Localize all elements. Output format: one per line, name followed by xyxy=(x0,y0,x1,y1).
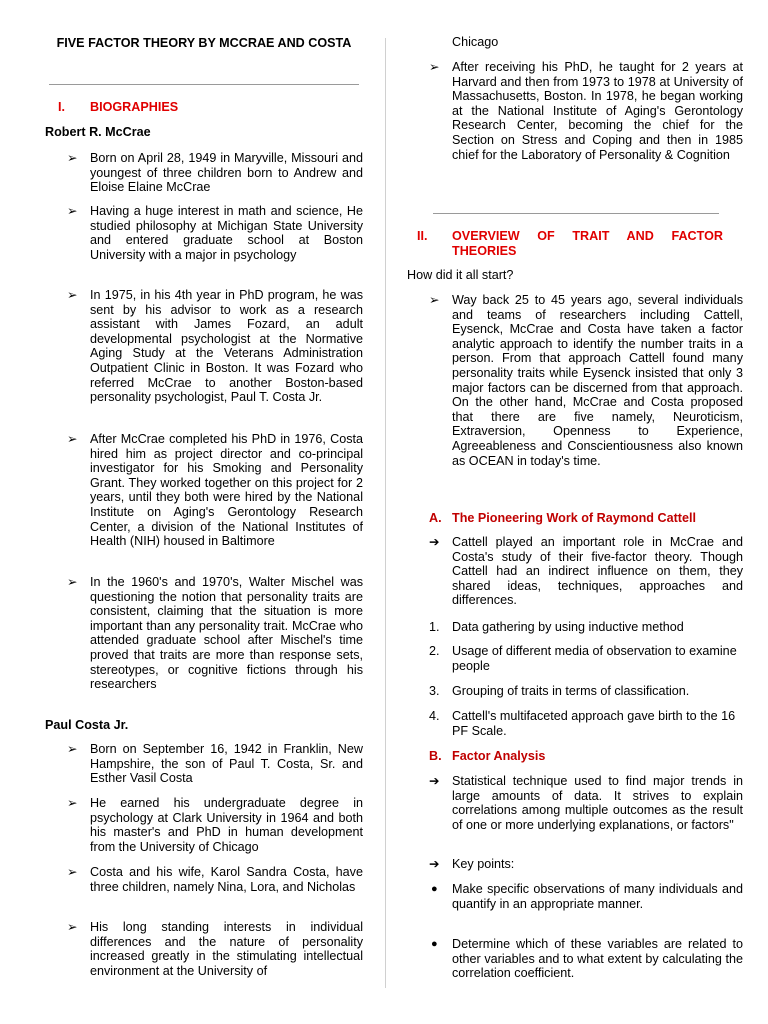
arrowhead-icon: ➢ xyxy=(429,293,440,307)
title-rule xyxy=(49,84,359,85)
list-item-text: After McCrae completed his PhD in 1976, Costa hired him as project director and co-principal investigator for his Smoking and Personality Grant. They worked together on this project for 2 years, until they both were hired by the National Institute on Aging's Gerontology Research Center, a division of the National Institutes of Health (NIH) housed in Baltimore xyxy=(90,432,363,549)
list-item-text: He earned his undergraduate degree in psychology at Clark University in 1964 and both his master's and PhD in human development from the University of Chicago xyxy=(90,796,363,854)
section-rule xyxy=(433,213,719,214)
list-item-text: His long standing interests in individual differences and the nature of personality increased greatly in the stimulating intellectual environment at the University of xyxy=(90,920,363,978)
list-item-text: In the 1960's and 1970's, Walter Mischel was questioning the notion that personality traits are consistent, claiming that the situation is more important than any personality trait. McCrae who attended graduate school after Mischel's time proved that traits are more than response sets, stereotypes, or cognitive fictions through his researchers xyxy=(90,575,363,692)
list-item-text: Statistical technique used to find major trends in large amounts of data. It strives to explain correlations among multiple outcomes as the result of one or more underlying explanations, or factors" xyxy=(452,774,743,832)
bullet-icon: ● xyxy=(431,883,438,895)
page-title: FIVE FACTOR THEORY BY MCCRAE AND COSTA xyxy=(56,36,352,50)
numbered-item-text: Grouping of traits in terms of classification. xyxy=(452,684,690,698)
list-item-text: Costa and his wife, Karol Sandra Costa, have three children, namely Nina, Lora, and Nicholas xyxy=(90,865,363,894)
arrow-icon: ➔ xyxy=(429,774,440,788)
arrowhead-icon: ➢ xyxy=(67,920,78,934)
numbered-item-text: Data gathering by using inductive method xyxy=(452,620,684,634)
numbered-item-text: Cattell's multifaceted approach gave birth to the 16 PF Scale. xyxy=(452,709,736,738)
column-divider xyxy=(385,38,386,988)
arrowhead-icon: ➢ xyxy=(67,288,78,302)
list-item-text: Born on September 16, 1942 in Franklin, New Hampshire, the son of Paul T. Costa, Sr. and Esther Vasil Costa xyxy=(90,742,363,786)
list-item-text: After receiving his PhD, he taught for 2 years at Harvard and then from 1973 to 1978 at University of Massachusetts, Boston. In 1978, he began working at the National Institute of Aging's Gerontology Research Center, becoming the chief for the Section on Stress and Coping and then in 1985 chief for the Laboratory of Personality & Cognition xyxy=(452,60,743,162)
section-number: I. xyxy=(58,100,65,114)
arrowhead-icon: ➢ xyxy=(67,432,78,446)
arrowhead-icon: ➢ xyxy=(67,204,78,218)
bullet-item-text: Determine which of these variables are related to other variables and to what extent by calculating the correlation coefficient. xyxy=(452,937,743,981)
item-number: 4. xyxy=(429,709,440,723)
list-item-text: Key points: xyxy=(452,857,515,871)
arrow-icon: ➔ xyxy=(429,857,440,871)
section-title: BIOGRAPHIES xyxy=(90,100,179,114)
arrowhead-icon: ➢ xyxy=(67,742,78,756)
list-item-text: Having a huge interest in math and science, He studied philosophy at Michigan State University and entered graduate school at Boston University with a major in psychology xyxy=(90,204,363,262)
subsection-letter: B. xyxy=(429,749,442,763)
list-item-text: Way back 25 to 45 years ago, several individuals and teams of researchers including Cattell, Eysenck, McCrae and Costa have taken a factor analytic approach to identify the number traits in a person. From that approach Cattell found many personality traits while Eysenck insisted that only 3 major factors can be discerned from that approach. On the other hand, McCrae and Costa proposed that there are five namely, Neuroticism, Extraversion, Openness to Experience, Agreeableness and Conscientiousness also known as OCEAN in today's time. xyxy=(452,293,743,468)
question-text: How did it all start? xyxy=(407,268,514,282)
bullet-item-text: Make specific observations of many individuals and quantify in an appropriate manner. xyxy=(452,882,743,911)
mccrae-name: Robert R. McCrae xyxy=(45,125,151,139)
bullet-icon: ● xyxy=(431,938,438,950)
list-item-text: In 1975, in his 4th year in PhD program, he was sent by his advisor to work as a research assistant with James Fozard, an adult developmental psychologist at the Normative Aging Study at the Veterans Administration Outpatient Clinic in Boston. It was Fozard who referred McCrae to another Boston-based personality psychologist, Paul T. Costa Jr. xyxy=(90,288,363,405)
section-number: II. xyxy=(417,229,428,243)
subsection-title: The Pioneering Work of Raymond Cattell xyxy=(452,511,696,525)
arrowhead-icon: ➢ xyxy=(67,575,78,589)
list-item-text: Cattell played an important role in McCrae and Costa's study of their five-factor theory. Though Cattell had an indirect influence on them, they shared ideas, techniques, approaches and differences. xyxy=(452,535,743,608)
costa-name: Paul Costa Jr. xyxy=(45,718,129,732)
list-item-text: Born on April 28, 1949 in Maryville, Missouri and youngest of three children born to Andrew and Eloise Elaine McCrae xyxy=(90,151,363,195)
arrowhead-icon: ➢ xyxy=(67,151,78,165)
arrowhead-icon: ➢ xyxy=(67,796,78,810)
subsection-title: Factor Analysis xyxy=(452,749,546,763)
item-number: 2. xyxy=(429,644,440,658)
arrowhead-icon: ➢ xyxy=(429,60,440,74)
subsection-letter: A. xyxy=(429,511,442,525)
section-title: OVERVIEW OF TRAIT AND FACTOR THEORIES xyxy=(452,229,723,258)
arrowhead-icon: ➢ xyxy=(67,865,78,879)
item-number: 1. xyxy=(429,620,440,634)
item-number: 3. xyxy=(429,684,440,698)
numbered-item-text: Usage of different media of observation to examine people xyxy=(452,644,737,673)
arrow-icon: ➔ xyxy=(429,535,440,549)
list-item-continuation: Chicago xyxy=(452,35,499,49)
